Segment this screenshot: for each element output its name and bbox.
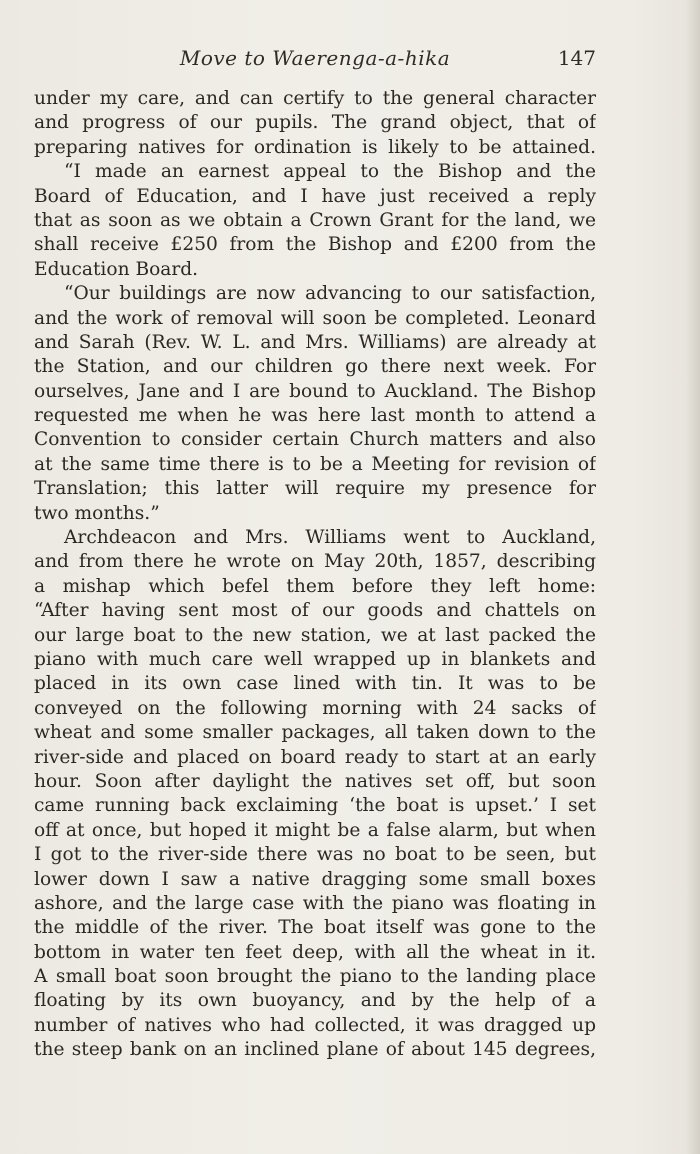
text-line: A small boat soon brought the piano to the landing place [34, 966, 596, 988]
text-line: came running back exclaiming ‘the boat is upset.’ I set [34, 795, 596, 817]
text-line: off at once, but hoped it might be a false alarm, but when [34, 819, 596, 841]
text-line: Education Board. [34, 258, 199, 280]
text-line: hour. Soon after daylight the natives set off, but soon [34, 770, 596, 792]
text-line: the steep bank on an inclined plane of about 145 degrees, [34, 1039, 596, 1061]
text-line: a mishap which befel them before they left home: [34, 575, 596, 597]
text-line: our large boat to the new station, we at last packed the [34, 624, 596, 646]
text-line: piano with much care well wrapped up in blankets and [34, 648, 596, 670]
page-number: 147 [557, 46, 596, 70]
text-line: I got to the river-side there was no boat to be seen, but [34, 844, 596, 866]
text-line: requested me when he was here last month to attend a [34, 405, 596, 427]
text-line: “Our buildings are now advancing to our satisfaction, [64, 283, 596, 305]
text-line: wheat and some smaller packages, all taken down to the [34, 722, 596, 744]
text-line: and from there he wrote on May 20th, 1857, describing [34, 551, 596, 573]
text-line: bottom in water ten feet deep, with all the wheat in it. [34, 941, 596, 963]
text-line: two months.” [34, 502, 160, 524]
page-header [34, 46, 596, 76]
text-line: “After having sent most of our goods and chattels on [34, 600, 596, 622]
text-line: lower down I saw a native dragging some small boxes [34, 868, 596, 890]
text-line: number of natives who had collected, it was dragged up [34, 1014, 596, 1036]
text-line: and progress of our pupils. The grand object, that of [34, 112, 596, 134]
text-line: and the work of removal will soon be completed. Leonard [34, 307, 596, 329]
text-line: “I made an earnest appeal to the Bishop and the [64, 161, 596, 183]
running-title: Move to Waerenga-a-hika [179, 46, 451, 70]
text-line: at the same time there is to be a Meeting for revision of [34, 453, 596, 475]
text-line: river-side and placed on board ready to start at an early [34, 746, 596, 768]
text-line: under my care, and can certify to the general character [34, 88, 596, 109]
page-edge-shadow [686, 0, 700, 1154]
text-line: Convention to consider certain Church matters and also [34, 429, 596, 451]
text-line: shall receive £250 from the Bishop and £200 from the [34, 234, 596, 256]
text-line: conveyed on the following morning with 24 sacks of [34, 697, 596, 719]
body-text [34, 87, 596, 1063]
text-line: ourselves, Jane and I are bound to Auckland. The Bishop [34, 380, 596, 402]
text-line: the Station, and our children go there next week. For [34, 356, 596, 378]
text-line: placed in its own case lined with tin. It was to be [34, 673, 596, 695]
text-line: and Sarah (Rev. W. L. and Mrs. Williams) are already at [34, 331, 596, 353]
text-line: the middle of the river. The boat itself was gone to the [34, 917, 596, 939]
text-line: preparing natives for ordination is likely to be attained. [34, 136, 596, 158]
text-line: Archdeacon and Mrs. Williams went to Auckland, [64, 527, 596, 549]
text-line: that as soon as we obtain a Crown Grant for the land, we [34, 209, 596, 231]
text-line: floating by its own buoyancy, and by the help of a [34, 990, 596, 1012]
text-line: Translation; this latter will require my presence for [34, 478, 596, 500]
text-line: ashore, and the large case with the piano was floating in [34, 892, 596, 914]
text-line: Board of Education, and I have just received a reply [34, 185, 596, 207]
